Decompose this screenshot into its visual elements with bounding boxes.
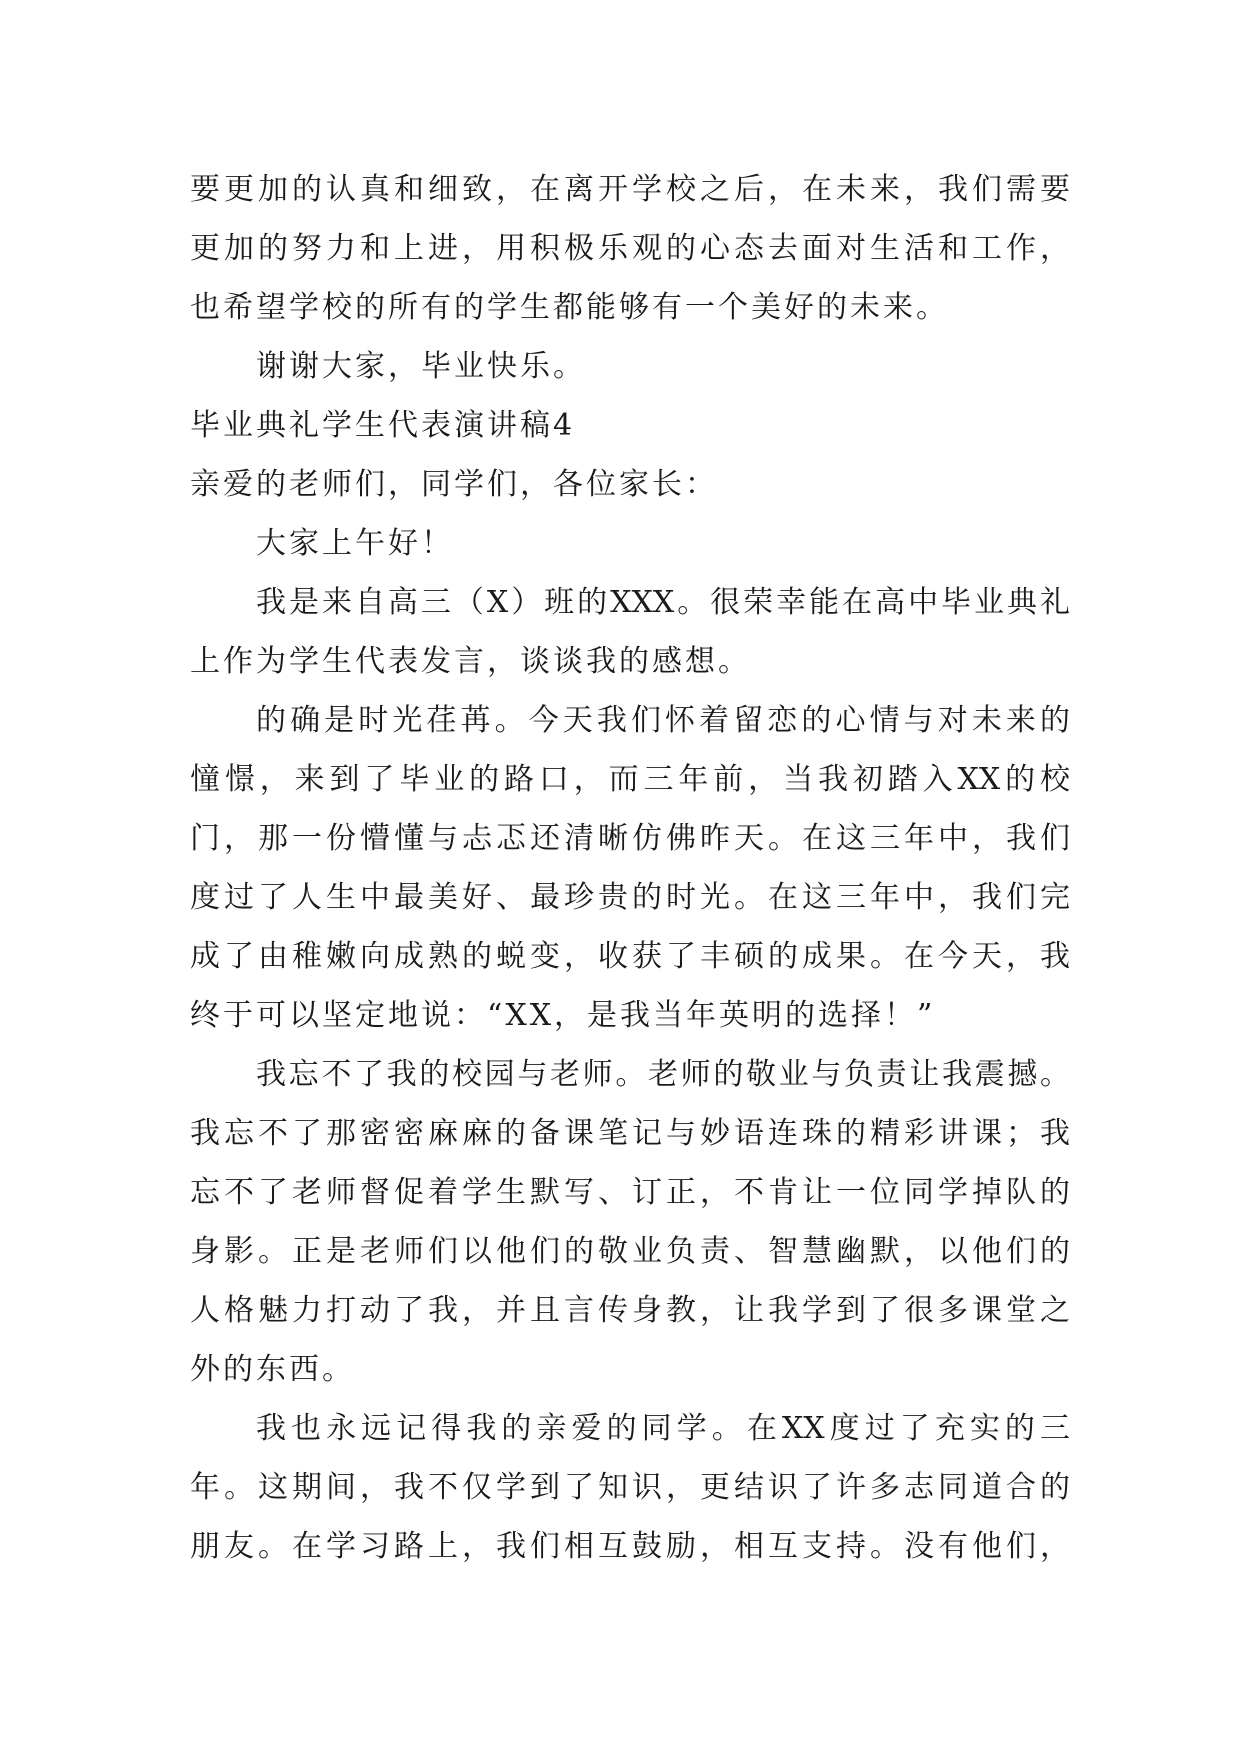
text-line: 更加的努力和上进，用积极乐观的心态去面对生活和工作， [190,231,1070,266]
text-line: 忘不了老师督促着学生默写、订正，不肯让一位同学掉队的 [190,1175,1070,1210]
text-line: 人格魅力打动了我，并且言传身教，让我学到了很多课堂之 [190,1293,1070,1328]
text-line: 外的东西。 [190,1352,355,1387]
text-line: 大家上午好！ [256,526,454,561]
text-line: 憧憬，来到了毕业的路口，而三年前，当我初踏入XX的校 [190,762,1070,797]
text-line: 我忘不了我的校园与老师。老师的敬业与负责让我震撼。 [256,1057,1070,1092]
text-line: 朋友。在学习路上，我们相互鼓励，相互支持。没有他们， [190,1529,1070,1564]
text-line: 成了由稚嫩向成熟的蜕变，收获了丰硕的成果。在今天，我 [190,939,1070,974]
text-line: 我忘不了那密密麻麻的备课笔记与妙语连珠的精彩讲课；我 [190,1116,1070,1151]
text-line: 谢谢大家，毕业快乐。 [256,349,586,384]
salutation: 亲爱的老师们，同学们，各位家长： [190,467,718,502]
text-line: 我是来自高三（X）班的XXX。很荣幸能在高中毕业典礼 [256,585,1070,620]
text-line: 的确是时光荏苒。今天我们怀着留恋的心情与对未来的 [256,703,1070,738]
text-line: 终于可以坚定地说：“XX，是我当年英明的选择！” [190,998,936,1033]
text-line: 身影。正是老师们以他们的敬业负责、智慧幽默，以他们的 [190,1234,1070,1269]
text-line: 要更加的认真和细致，在离开学校之后，在未来，我们需要 [190,172,1070,207]
text-line: 度过了人生中最美好、最珍贵的时光。在这三年中，我们完 [190,880,1070,915]
document-body [190,160,1070,1576]
text-line: 门，那一份懵懂与忐忑还清晰仿佛昨天。在这三年中，我们 [190,821,1070,856]
text-line: 我也永远记得我的亲爱的同学。在XX度过了充实的三 [256,1411,1070,1446]
section-heading: 毕业典礼学生代表演讲稿4 [190,408,576,443]
text-line: 上作为学生代表发言，谈谈我的感想。 [190,644,751,679]
text-line: 也希望学校的所有的学生都能够有一个美好的未来。 [190,290,949,325]
text-line: 年。这期间，我不仅学到了知识，更结识了许多志同道合的 [190,1470,1070,1505]
